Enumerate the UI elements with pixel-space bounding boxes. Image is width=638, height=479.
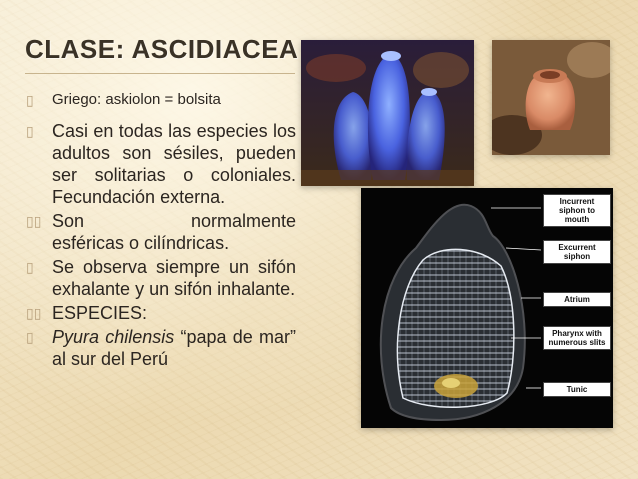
label-atrium: Atrium [543, 292, 611, 307]
bullet-marker-icon: ▯ [26, 259, 34, 275]
bullet-species-pyura [26, 326, 296, 370]
bullet-text: “papa de mar” al sur del Perú [52, 327, 296, 369]
label-pharynx: Pharynx with numerous slits [543, 326, 611, 350]
bullet-marker-icon: ▯▯ [26, 213, 42, 229]
bullet-list [26, 90, 296, 372]
bullet-text: esféricas o cilíndricas. [52, 233, 230, 253]
bullet-siphons [26, 256, 296, 300]
bullet-marker-icon: ▯▯ [26, 305, 42, 321]
blue-tunicates-photo [301, 40, 474, 186]
bullet-text: Casi en todas las especies los adultos son sésiles, pueden ser solitarias o coloniales. Fecundación externa. [52, 121, 296, 207]
bullet-text: Griego: askiolon = bolsita [52, 91, 221, 108]
species-name: Pyura chilensis [52, 327, 175, 347]
bullet-text: ESPECIES: [52, 303, 148, 323]
bullet-text: normalmente [190, 211, 296, 231]
label-incurrent-siphon: Incurrent siphon to mouth [543, 194, 611, 227]
bullet-shape [26, 210, 296, 254]
bullet-marker-icon: ▯ [26, 123, 34, 139]
tunicate-anatomy-diagram [361, 188, 613, 428]
label-tunic: Tunic [543, 382, 611, 397]
orange-seasquirt-photo [492, 40, 610, 155]
bullet-etymology [26, 90, 296, 110]
bullet-sessile [26, 120, 296, 208]
bullet-marker-icon: ▯ [26, 329, 34, 345]
bullet-species-heading [26, 302, 296, 324]
bullet-text: Son [52, 211, 85, 231]
bullet-text: Se observa siempre un sifón exhalante y un sifón inhalante. [52, 257, 296, 299]
slide-title: CLASE: ASCIDIACEA [25, 34, 299, 64]
bullet-marker-icon: ▯ [26, 92, 34, 108]
label-excurrent-siphon: Excurrent siphon [543, 240, 611, 264]
title-divider [25, 73, 295, 74]
